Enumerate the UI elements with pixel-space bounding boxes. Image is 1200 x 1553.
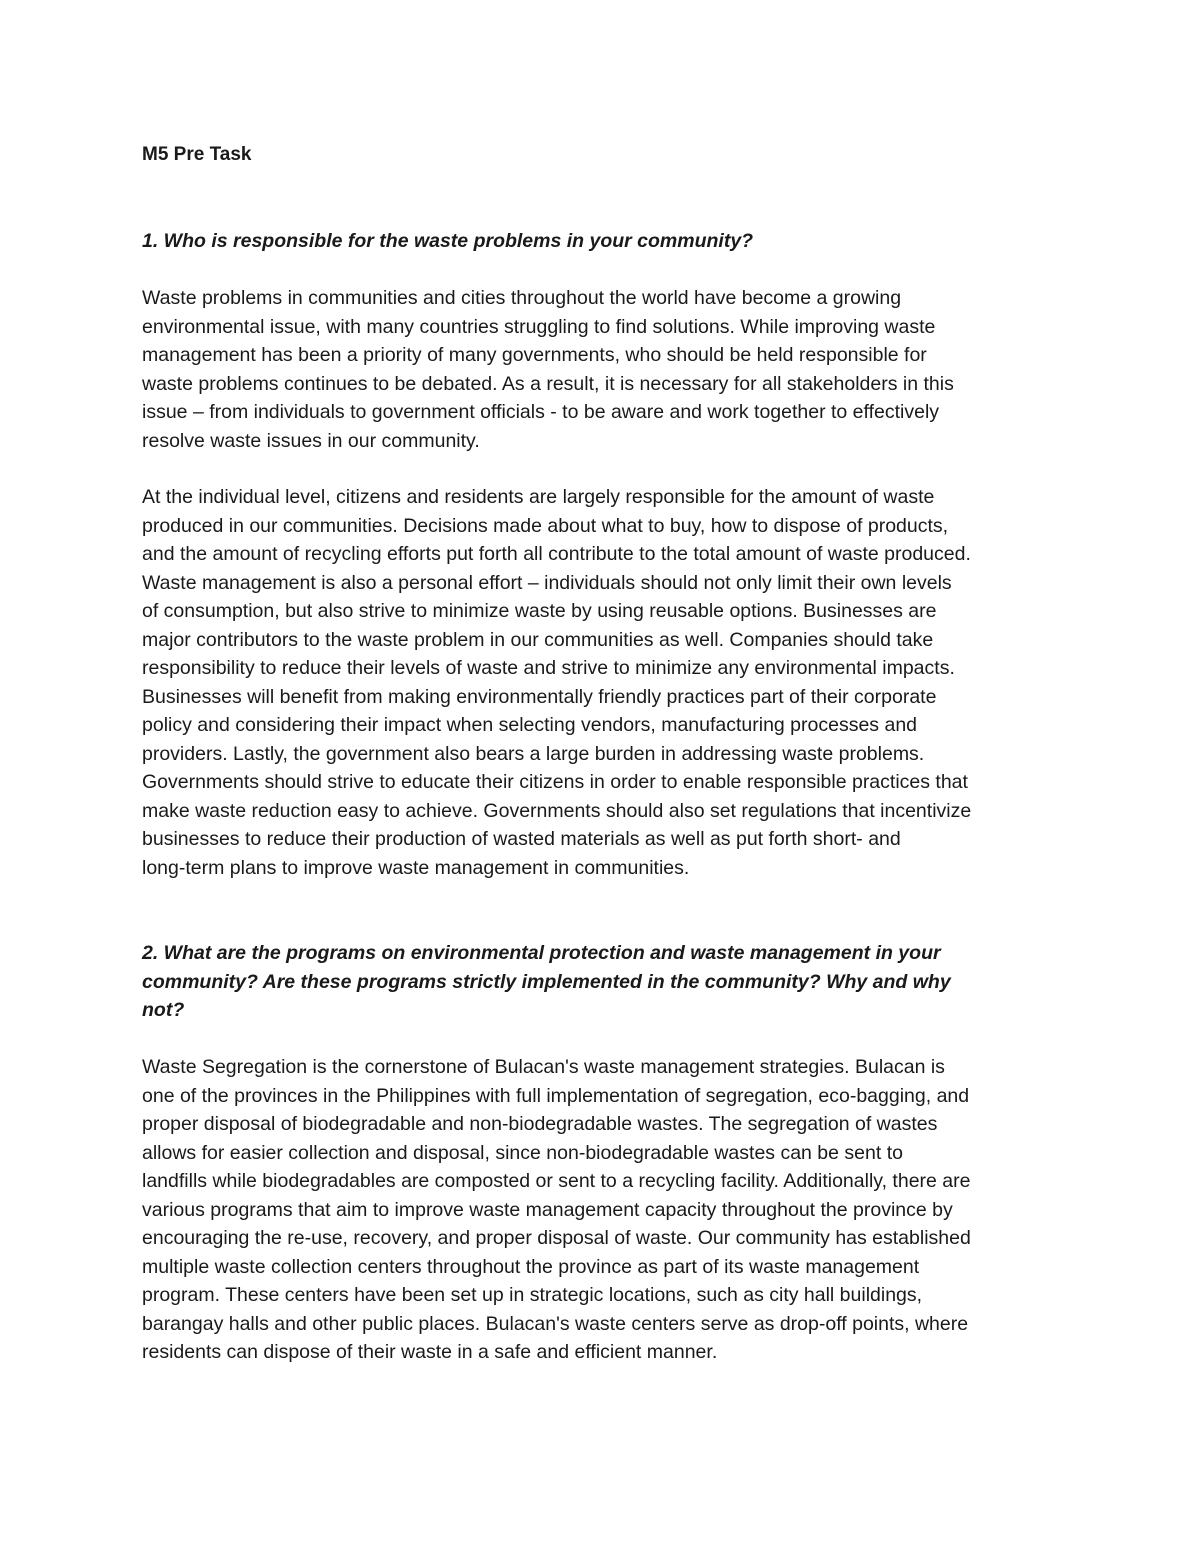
text-line: management has been a priority of many governments, who should be held responsible for (142, 344, 927, 366)
text-line: Waste problems in communities and cities throughout the world have become a growing (142, 287, 902, 309)
text-line: Businesses will benefit from making environmentally friendly practices part of their corporate (142, 685, 937, 708)
text-line: Waste management is also a personal effort – individuals should not only limit their own levels (142, 571, 952, 594)
text-line: environmental issue, with many countries struggling to find solutions. While improving waste (142, 315, 936, 338)
text-line: multiple waste collection centers throughout the province as part of its waste management (142, 1255, 920, 1278)
text-line: resolve waste issues in our community. (142, 429, 480, 452)
answer-1-paragraph-2 (142, 483, 1067, 882)
text-line: At the individual level, citizens and residents are largely responsible for the amount of waste (142, 486, 935, 508)
text-line: encouraging the re-use, recovery, and proper disposal of waste. Our community has established (142, 1227, 971, 1249)
text-line: not? (142, 999, 185, 1021)
text-line: one of the provinces in the Philippines with full implementation of segregation, eco-bagging, and (142, 1084, 970, 1107)
text-line: and the amount of recycling efforts put forth all contribute to the total amount of waste produced. (142, 543, 971, 565)
text-line: barangay halls and other public places. Bulacan's waste centers serve as drop-off points, where (142, 1312, 969, 1335)
text-line: waste problems continues to be debated. As a result, it is necessary for all stakeholders in this (142, 372, 954, 395)
text-line: various programs that aim to improve waste management capacity throughout the province by (142, 1198, 953, 1221)
text-line: landfills while biodegradables are composted or sent to a recycling facility. Additionally, there are (142, 1170, 971, 1192)
text-line: produced in our communities. Decisions made about what to buy, how to dispose of products, (142, 514, 949, 537)
text-line: community? Are these programs strictly implemented in the community? Why and why (142, 970, 951, 993)
text-line: 2. What are the programs on environmental protection and waste management in your (142, 942, 941, 964)
text-line: responsibility to reduce their levels of waste and strive to minimize any environmental impacts. (142, 657, 955, 679)
text-line: of consumption, but also strive to minimize waste by using reusable options. Businesses are (142, 600, 937, 622)
text-line: long-term plans to improve waste management in communities. (142, 856, 690, 879)
text-line: issue – from individuals to government officials - to be aware and work together to effectively (142, 401, 940, 423)
text-line: providers. Lastly, the government also bears a large burden in addressing waste problems. (142, 742, 925, 765)
question-2 (142, 939, 1062, 1025)
text-line: major contributors to the waste problem in our communities as well. Companies should take (142, 628, 934, 651)
text-line: make waste reduction easy to achieve. Governments should also set regulations that incentivize (142, 799, 972, 822)
text-line: Waste Segregation is the cornerstone of Bulacan's waste management strategies. Bulacan is (142, 1056, 945, 1078)
text-line: residents can dispose of their waste in a safe and efficient manner. (142, 1341, 718, 1363)
answer-1-paragraph-1 (142, 284, 1067, 455)
text-line: proper disposal of biodegradable and non-biodegradable wastes. The segregation of wastes (142, 1113, 938, 1135)
text-line: businesses to reduce their production of wasted materials as well as put forth short- and (142, 828, 901, 850)
answer-2-paragraph-1 (142, 1053, 1067, 1367)
document-title: M5 Pre Task (142, 144, 252, 165)
text-line: policy and considering their impact when selecting vendors, manufacturing processes and (142, 714, 918, 736)
text-line: Governments should strive to educate their citizens in order to enable responsible practices that (142, 771, 968, 793)
question-1: 1. Who is responsible for the waste problems in your community? (142, 230, 754, 252)
text-line: allows for easier collection and disposal, since non-biodegradable wastes can be sent to (142, 1141, 903, 1164)
text-line: program. These centers have been set up in strategic locations, such as city hall buildings, (142, 1284, 923, 1306)
